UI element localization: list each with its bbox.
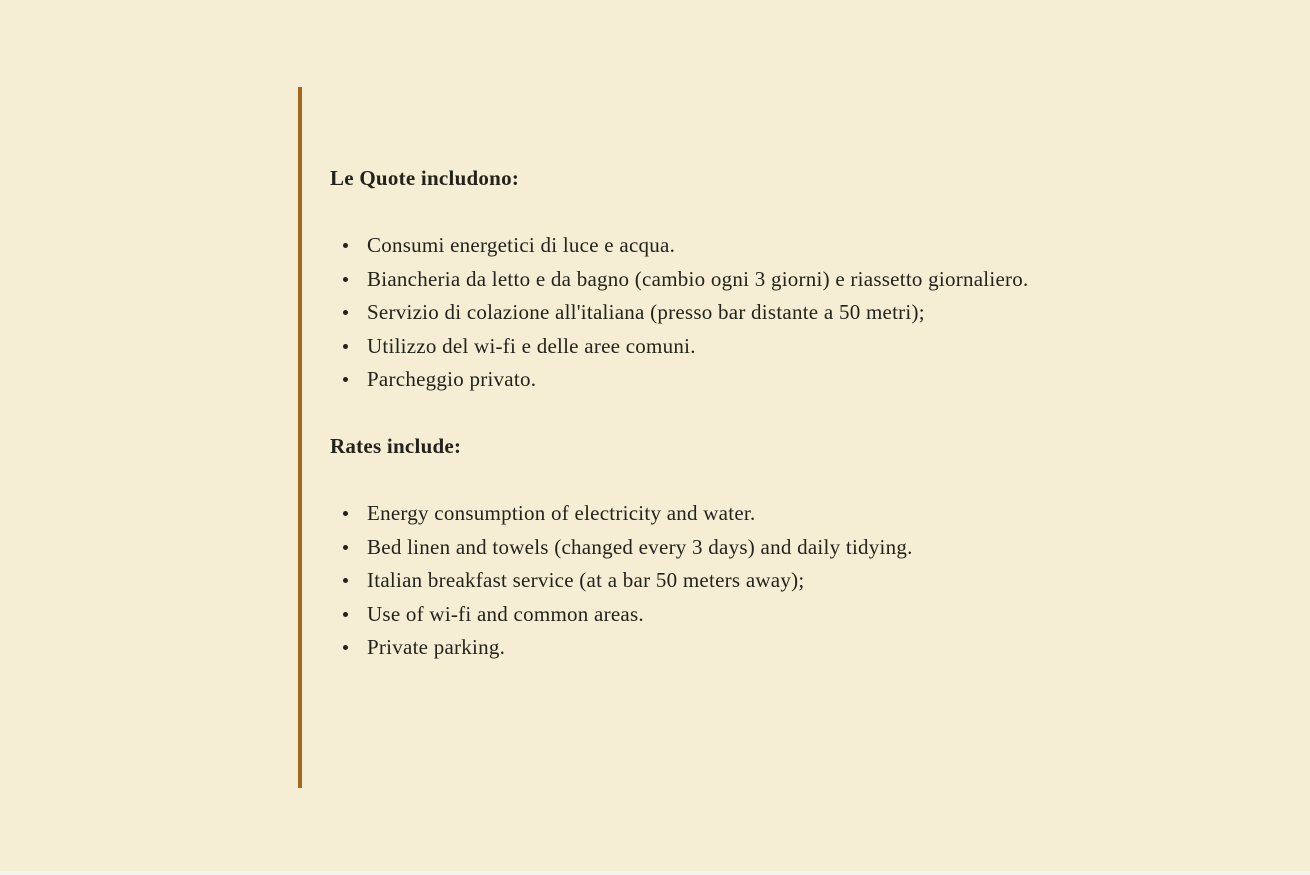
- list-item-text: Utilizzo del wi-fi e delle aree comuni.: [367, 333, 696, 358]
- bullet-icon: [343, 578, 348, 583]
- bullet-icon: [343, 645, 348, 650]
- list-item-text: Private parking.: [367, 635, 506, 659]
- list-item-text: Use of wi-fi and common areas.: [367, 601, 644, 626]
- section-heading-english: Rates include:: [330, 434, 462, 458]
- list-item-text: Italian breakfast service (at a bar 50 meters away);: [367, 568, 805, 592]
- list-item-text: Servizio di colazione all'italiana (presso bar distante a 50 metri);: [367, 300, 925, 324]
- list-item-text: Biancheria da letto e da bagno (cambio ogni 3 giorni) e riassetto giornaliero.: [367, 266, 1029, 291]
- bullet-icon: [343, 243, 348, 248]
- list-item: [330, 531, 1102, 565]
- list-item: [330, 598, 1102, 632]
- list-item: [330, 631, 1102, 665]
- section-heading-italian: Le Quote includono:: [330, 166, 520, 190]
- bullet-icon: [343, 545, 348, 550]
- list-item: [330, 263, 1102, 297]
- bullet-icon: [343, 511, 348, 516]
- bullet-icon: [343, 277, 348, 282]
- list-item-text: Consumi energetici di luce e acqua.: [367, 233, 676, 257]
- bullet-icon: [343, 377, 348, 382]
- list-item: [330, 296, 1102, 330]
- list-item: [330, 363, 1102, 397]
- rates-content: [330, 162, 1102, 698]
- list-item-text: Energy consumption of electricity and water.: [367, 501, 756, 525]
- list-item: [330, 229, 1102, 263]
- list-item-text: Parcheggio privato.: [367, 367, 537, 391]
- bullet-icon: [343, 310, 348, 315]
- list-english: [330, 497, 1102, 665]
- vertical-accent-line: [298, 87, 302, 788]
- list-italian: [330, 229, 1102, 397]
- bottom-edge-strip: [0, 871, 1310, 875]
- list-item: [330, 564, 1102, 598]
- bullet-icon: [343, 344, 348, 349]
- list-item-text: Bed linen and towels (changed every 3 days) and daily tidying.: [367, 534, 913, 559]
- list-item: [330, 497, 1102, 531]
- bullet-icon: [343, 612, 348, 617]
- list-item: [330, 330, 1102, 364]
